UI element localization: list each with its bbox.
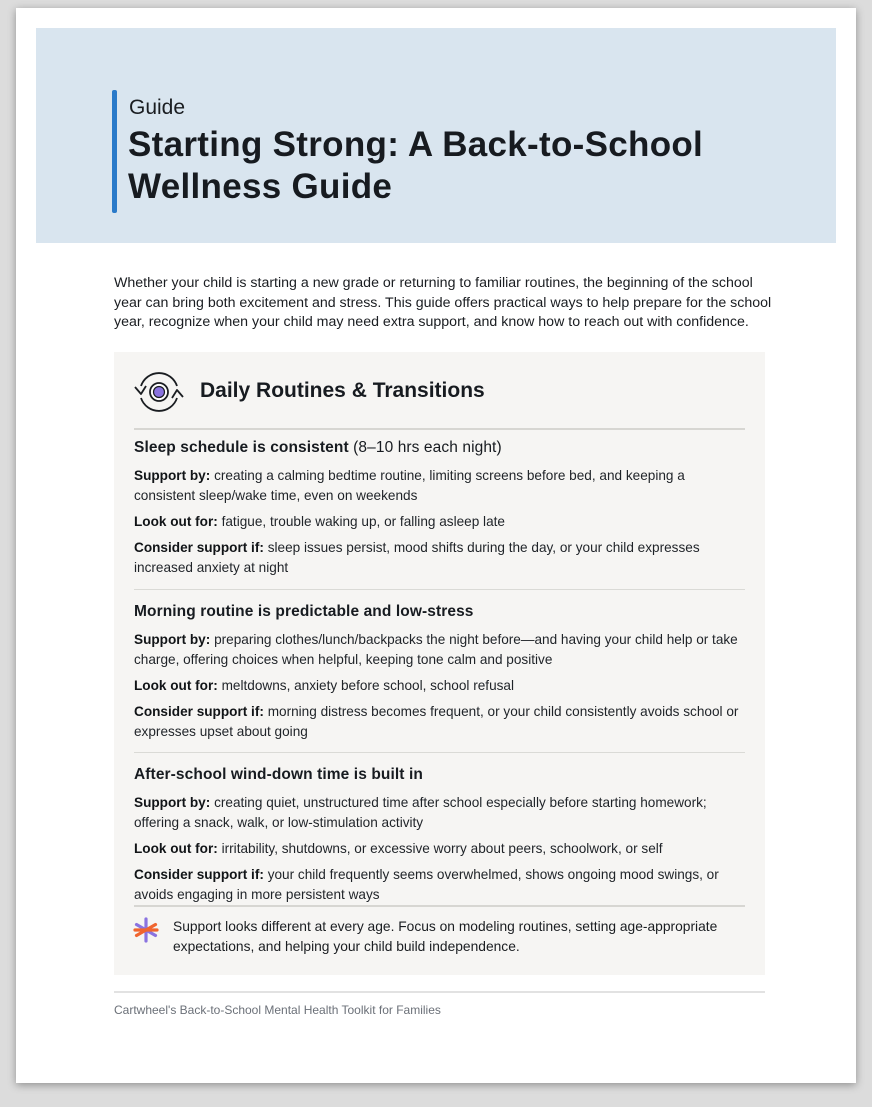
header-banner xyxy=(36,28,836,243)
card-title: Daily Routines & Transitions xyxy=(200,379,485,402)
page-title: Starting Strong: A Back-to-School Wellness Guide xyxy=(128,125,704,206)
section-morning xyxy=(134,603,745,748)
lookout-item: Look out for: fatigue, trouble waking up, or falling asleep late xyxy=(134,514,505,529)
divider xyxy=(134,905,745,907)
support-item: Support by: creating a calming bedtime routine, limiting screens before bed, and keeping a consistent sleep/wake time, even on weekends xyxy=(134,468,685,503)
section-title-suffix: (8–10 hrs each night) xyxy=(353,439,502,456)
divider xyxy=(134,589,745,590)
lookout-item: Look out for: meltdowns, anxiety before school, school refusal xyxy=(134,678,515,693)
consider-item: Consider support if: morning distress becomes frequent, or your child consistently avoids school or expresses upset about going xyxy=(134,704,739,739)
section-title: Morning routine is predictable and low-stress xyxy=(134,603,474,620)
consider-item: Consider support if: sleep issues persist, mood shifts during the day, or your child expresses increased anxiety at night xyxy=(134,540,700,575)
routines-card xyxy=(114,352,765,975)
document-page xyxy=(16,8,856,1083)
divider xyxy=(134,752,745,753)
support-item: Support by: preparing clothes/lunch/backpacks the night before—and having your child help or take charge, offering choices when helpful, keeping tone calm and positive xyxy=(134,632,738,667)
section-title: Sleep schedule is consistent (8–10 hrs each night) xyxy=(134,439,502,456)
consider-item: Consider support if: your child frequently seems overwhelmed, shows ongoing mood swings, or avoids engaging in more persistent ways xyxy=(134,867,719,902)
support-item: Support by: creating quiet, unstructured time after school especially before starting homework; offering a snack, walk, or low-stimulation activity xyxy=(134,795,707,830)
asterisk-star-icon xyxy=(132,916,160,944)
document-type-label: Guide xyxy=(129,96,186,119)
divider xyxy=(134,428,745,430)
intro-paragraph: Whether your child is starting a new grade or returning to familiar routines, the beginning of the school year can bring both excitement and stress. This guide offers practical ways to help prepare for the school year, recognize when your child may need extra support, and know how to reach out with confidence. xyxy=(114,275,772,330)
accent-bar xyxy=(112,90,117,213)
tip-note: Support looks different at every age. Focus on modeling routines, setting age-appropriate expectations, and helping your child build independence. xyxy=(173,919,718,954)
routine-cycle-icon xyxy=(132,370,186,414)
section-title: After-school wind-down time is built in xyxy=(134,766,423,783)
footer-text: Cartwheel's Back-to-School Mental Health Toolkit for Families xyxy=(114,1003,441,1017)
lookout-item: Look out for: irritability, shutdowns, or excessive worry about peers, schoolwork, or self xyxy=(134,841,663,856)
section-after-school xyxy=(134,766,745,911)
footer-divider xyxy=(114,991,765,993)
section-sleep xyxy=(134,439,745,584)
